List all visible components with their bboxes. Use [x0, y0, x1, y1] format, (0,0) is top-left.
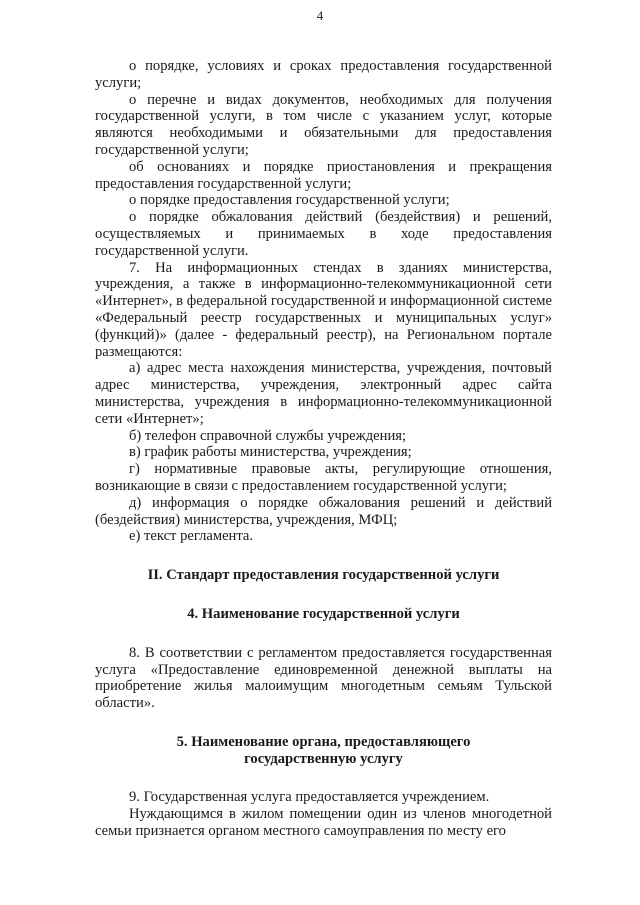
paragraph-poryadok-predostavleniya: о порядке предоставления государственной услуги; [129, 192, 450, 209]
document-body [95, 58, 552, 840]
subsection-heading-5-line2: государственную услугу [244, 750, 403, 767]
list-item-d-obzhalovanie: д) информация о порядке обжалования решений и действий (бездействия) министерства, учреждения, МФЦ; [95, 494, 552, 528]
paragraph-9: 9. Государственная услуга предоставляется учреждением. [129, 789, 490, 806]
paragraph-usloviya: о порядке, условиях и сроках предоставления государственной услуги; [95, 58, 552, 91]
subsection-heading-5-line1: 5. Наименование органа, предоставляющего [176, 733, 471, 750]
page-number: 4 [316, 8, 324, 23]
list-item-b-telefon: б) телефон справочной службы учреждения; [129, 427, 407, 444]
paragraph-9-continuation: Нуждающимся в жилом помещении один из членов многодетной семьи признается органом местного самоуправления по месту его [95, 806, 552, 840]
list-item-e-tekst-reglamenta: е) текст регламента. [129, 528, 254, 545]
section-heading-ii: II. Стандарт предоставления государственной услуги [147, 567, 500, 584]
paragraph-perechen-dokumentov: о перечне и видах документов, необходимых для получения государственной услуги, в том числе с указанием услуг, которые являются необходимыми и обязательными для предоставления государственной услуги; [95, 91, 552, 158]
list-item-v-grafik: в) график работы министерства, учреждения; [129, 444, 412, 461]
paragraph-7-informatsionnye-stendy: 7. На информационных стендах в зданиях министерства, учреждения, а также в информационно-телекоммуникационной сети «Интернет», в федеральной государственной и информационной системе «Федеральный реестр государственных и муниципальных услуг» (функций)» (далее - федеральный реестр), на Региональном портале размещаются: [95, 259, 552, 360]
subsection-heading-4: 4. Наименование государственной услуги [187, 605, 460, 622]
paragraph-8: 8. В соответствии с регламентом предоставляется государственная услуга «Предоставление единовременной денежной выплаты на приобретение жилья малоимущим многодетным семьям Тульской области». [95, 644, 552, 712]
paragraph-poryadok-obzhalovaniya: о порядке обжалования действий (бездействия) и решений, осуществляемых и принимаемых в ходе предоставления государственной услуги. [95, 209, 552, 259]
paragraph-osnovaniya-priostanovleniya: об основаниях и порядке приостановления и прекращения предоставления государственной услуги; [95, 158, 552, 192]
list-item-g-normativnye-akty: г) нормативные правовые акты, регулирующие отношения, возникающие в связи с предоставлением государственной услуги; [95, 461, 552, 494]
list-item-a-adres: а) адрес места нахождения министерства, учреждения, почтовый адрес министерства, учреждения, электронный адрес сайта министерства, учреждения в информационно-телекоммуникационной сети «Интернет»; [95, 360, 552, 427]
